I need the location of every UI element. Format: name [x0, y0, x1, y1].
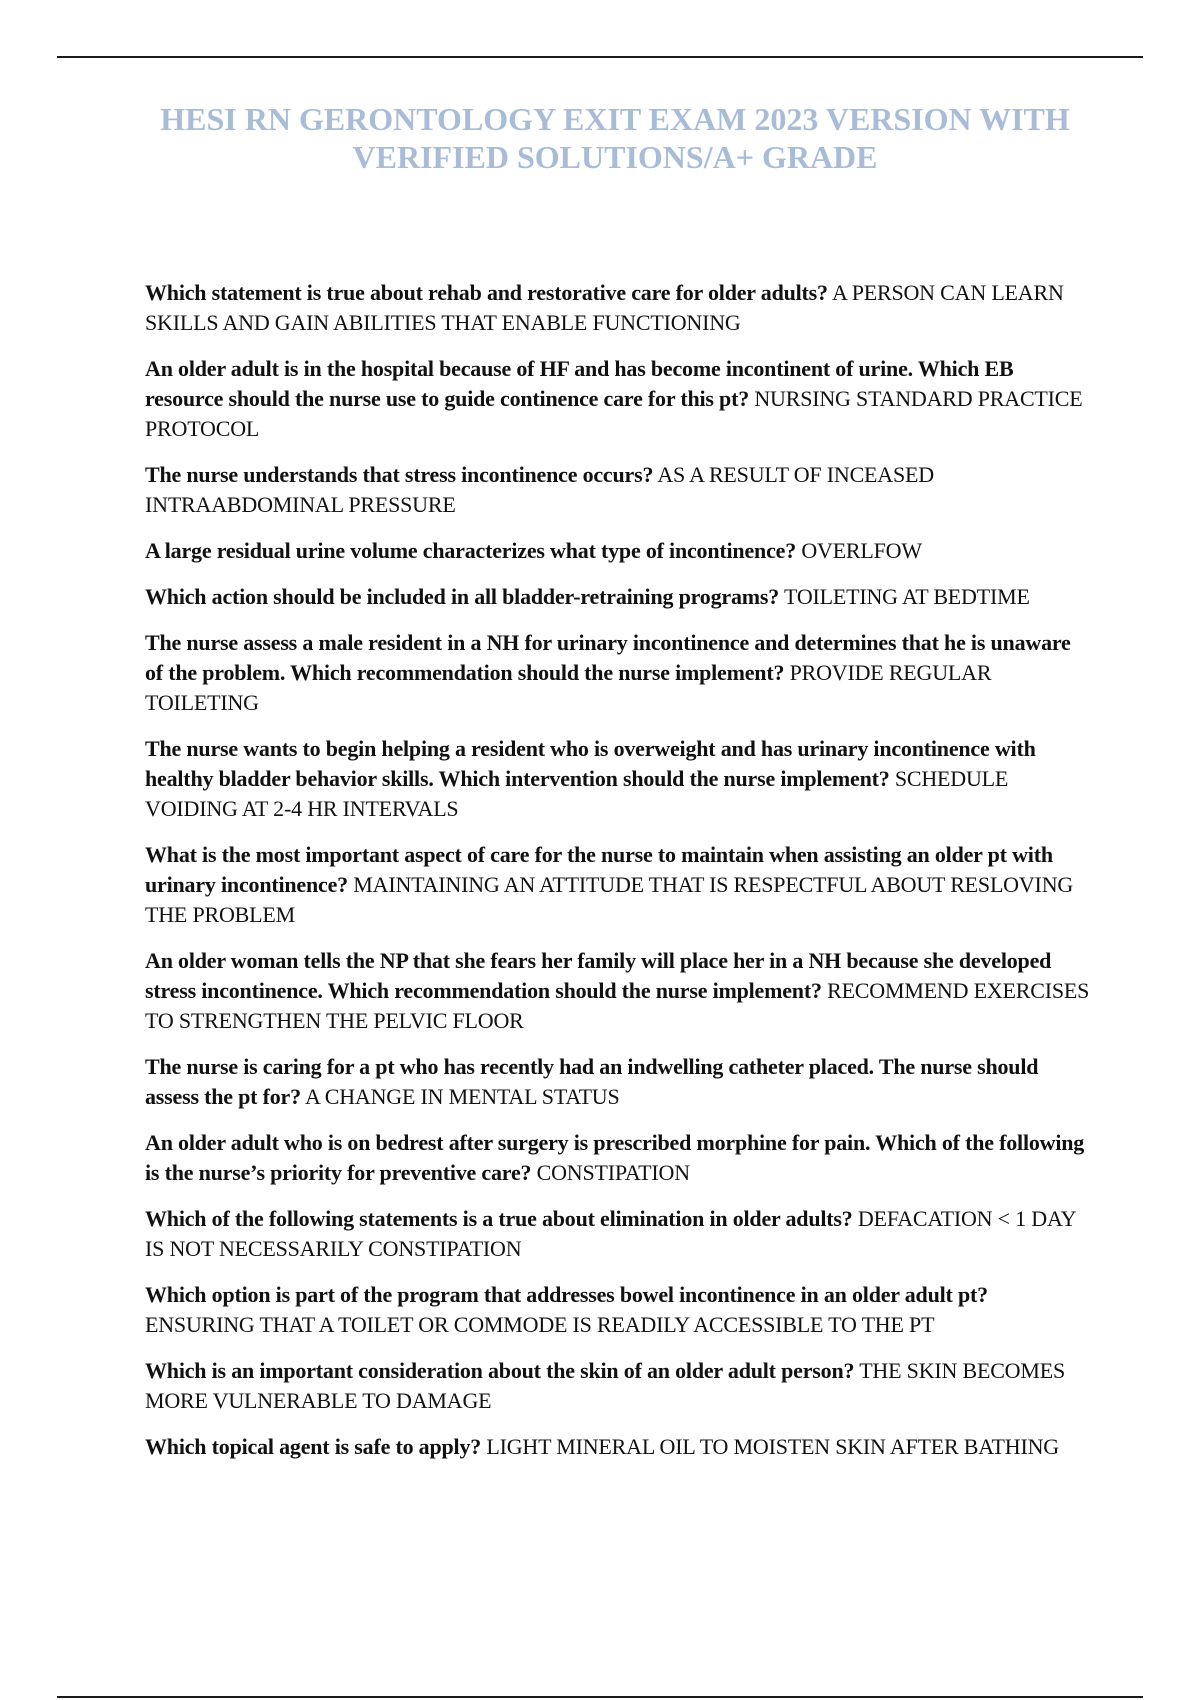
title-line-2: VERIFIED SOLUTIONS/A+ GRADE: [352, 139, 878, 175]
question-text: Which is an important consideration about the skin of an older adult person?: [145, 1358, 855, 1383]
answer-text: A PERSON CAN LEARN SKILLS AND GAIN ABILITIES THAT ENABLE FUNCTIONING: [145, 280, 1064, 335]
answer-text: PROVIDE REGULAR TOILETING: [145, 660, 992, 715]
qa-item: [145, 946, 1090, 1036]
question-text: What is the most important aspect of care for the nurse to maintain when assisting an older pt with urinary incontinence?: [145, 842, 1053, 897]
question-text: The nurse understands that stress incontinence occurs?: [145, 462, 654, 487]
answer-text: AS A RESULT OF INCEASED INTRAABDOMINAL PRESSURE: [145, 462, 934, 517]
answer-text: ENSURING THAT A TOILET OR COMMODE IS READILY ACCESSIBLE TO THE PT: [145, 1312, 935, 1337]
qa-item: [145, 1204, 1090, 1264]
question-text: Which statement is true about rehab and restorative care for older adults?: [145, 280, 828, 305]
answer-text: MAINTAINING AN ATTITUDE THAT IS RESPECTFUL ABOUT RESLOVING THE PROBLEM: [145, 872, 1074, 927]
document-title: [120, 100, 1110, 176]
question-text: The nurse assess a male resident in a NH for urinary incontinence and determines that he is unaware of the problem. Which recommendation should the nurse implement?: [145, 630, 1071, 685]
question-text: Which of the following statements is a true about elimination in older adults?: [145, 1206, 853, 1231]
answer-text: A CHANGE IN MENTAL STATUS: [304, 1084, 620, 1109]
question-answer-list: [145, 278, 1090, 1478]
question-text: Which topical agent is safe to apply?: [145, 1434, 482, 1459]
qa-item: [145, 582, 1090, 612]
qa-item: [145, 734, 1090, 824]
answer-text: SCHEDULE VOIDING AT 2-4 HR INTERVALS: [145, 766, 1009, 821]
answer-text: NURSING STANDARD PRACTICE PROTOCOL: [145, 386, 1083, 441]
qa-item: [145, 354, 1090, 444]
answer-text: RECOMMEND EXERCISES TO STRENGTHEN THE PELVIC FLOOR: [145, 978, 1090, 1033]
top-rule: [57, 56, 1143, 58]
question-text: An older adult is in the hospital because of HF and has become incontinent of urine. Which EB resource should the nurse use to guide continence care for this pt?: [145, 356, 1014, 411]
question-text: The nurse is caring for a pt who has recently had an indwelling catheter placed. The nurse should assess the pt for?: [145, 1054, 1039, 1109]
qa-item: [145, 1280, 1090, 1340]
answer-text: DEFACATION < 1 DAY IS NOT NECESSARILY CONSTIPATION: [145, 1206, 1076, 1261]
qa-item: [145, 1356, 1090, 1416]
question-text: An older adult who is on bedrest after surgery is prescribed morphine for pain. Which of the following is the nurse’s priority for preventive care?: [145, 1130, 1085, 1185]
qa-item: [145, 628, 1090, 718]
qa-item: [145, 278, 1090, 338]
qa-item: [145, 1432, 1090, 1462]
question-text: Which action should be included in all bladder-retraining programs?: [145, 584, 780, 609]
answer-text: THE SKIN BECOMES MORE VULNERABLE TO DAMAGE: [145, 1358, 1065, 1413]
question-text: An older woman tells the NP that she fears her family will place her in a NH because she developed stress incontinence. Which recommendation should the nurse implement?: [145, 948, 1052, 1003]
qa-item: [145, 840, 1090, 930]
qa-item: [145, 1128, 1090, 1188]
qa-item: [145, 1052, 1090, 1112]
bottom-rule: [57, 1696, 1143, 1698]
answer-text: OVERLFOW: [801, 538, 922, 563]
answer-text: TOILETING AT BEDTIME: [783, 584, 1030, 609]
answer-text: CONSTIPATION: [536, 1160, 690, 1185]
question-text: Which option is part of the program that addresses bowel incontinence in an older adult pt?: [145, 1282, 988, 1307]
qa-item: [145, 460, 1090, 520]
title-line-1: HESI RN GERONTOLOGY EXIT EXAM 2023 VERSION WITH: [160, 101, 1070, 137]
question-text: The nurse wants to begin helping a resident who is overweight and has urinary incontinence with healthy bladder behavior skills. Which intervention should the nurse implement?: [145, 736, 1036, 791]
answer-text: LIGHT MINERAL OIL TO MOISTEN SKIN AFTER BATHING: [486, 1434, 1059, 1459]
question-text: A large residual urine volume characterizes what type of incontinence?: [145, 538, 796, 563]
qa-item: [145, 536, 1090, 566]
